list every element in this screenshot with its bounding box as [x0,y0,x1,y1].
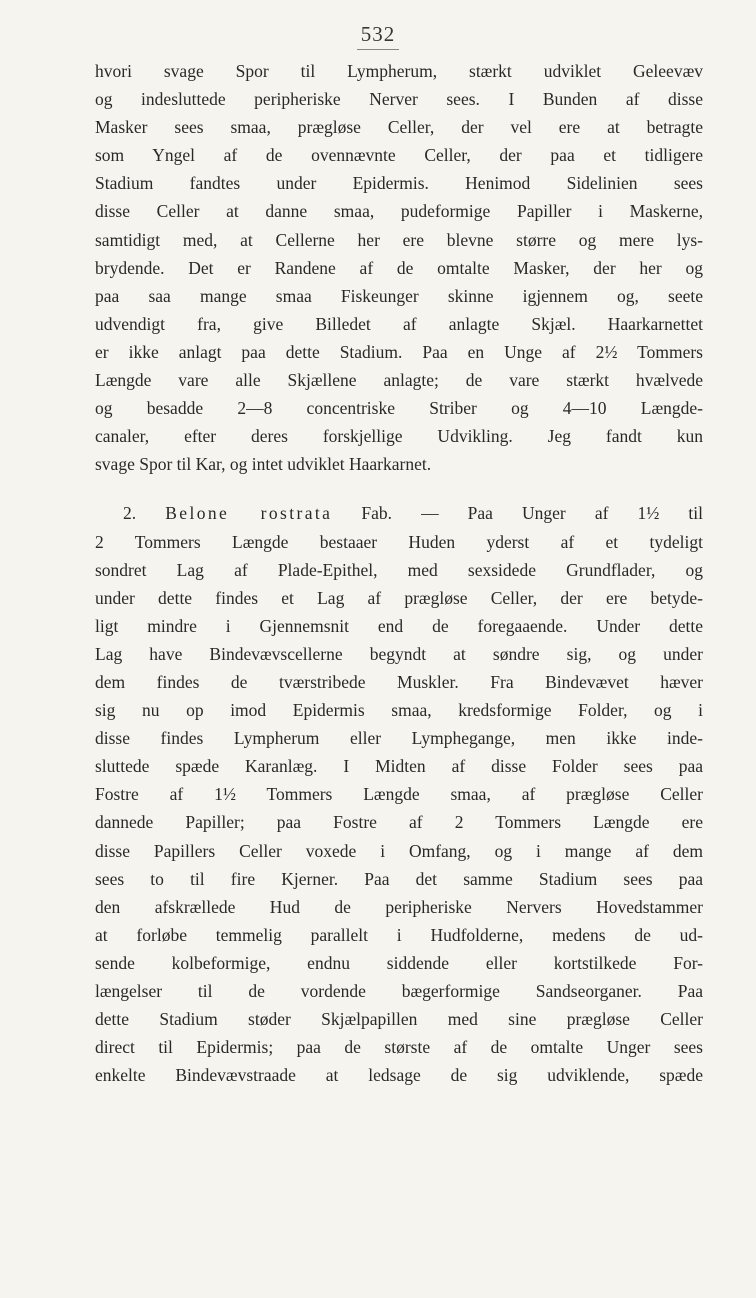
text-line: svage Spor til Kar, og intet udviklet Haarkarnet. [95,454,432,475]
paragraph-gap [95,478,703,499]
text-line: under dette findes et Lag af prægløse Celler, der ere betyde- [95,587,703,608]
text-line: dette Stadium støder Skjælpapillen med sine prægløse Celler [95,1009,703,1030]
text-line: at forløbe temmelig parallelt i Hudfolderne, medens de ud- [95,924,703,945]
text-line: Masker sees smaa, prægløse Celler, der vel ere at betragte [95,117,703,138]
text-line: sees to til fire Kjerner. Paa det samme Stadium sees paa [95,868,703,889]
text-line: brydende. Det er Randene af de omtalte Masker, der her og [95,257,703,278]
text-line: dannede Papiller; paa Fostre af 2 Tommers Længde ere [95,812,703,833]
text-line: er ikke anlagt paa dette Stadium. Paa en Unge af 2½ Tommers [95,341,703,362]
body-text [95,57,703,1089]
text-line: canaler, efter deres forskjellige Udvikling. Jeg fandt kun [95,426,703,447]
text-line: samtidigt med, at Cellerne her ere blevne større og mere lys- [95,229,703,250]
text-line: Fostre af 1½ Tommers Længde smaa, af prægløse Celler [95,784,703,805]
heading-line-text: Fab. — Paa Unger af 1½ til [361,503,704,524]
paragraph-1 [95,57,703,478]
paragraph-2 [95,499,703,1089]
text-line: og indesluttede peripheriske Nerver sees. I Bunden af disse [95,89,703,110]
text-line: 2 Tommers Længde bestaaer Huden yderst af et tydeligt [95,531,703,552]
text-line: enkelte Bindevævstraade at ledsage de sig udviklende, spæde [95,1065,703,1086]
text-line: Længde vare alle Skjællene anlagte; de vare stærkt hvælvede [95,370,703,391]
text-line: Stadium fandtes under Epidermis. Henimod Sidelinien sees [95,173,703,194]
text-line: som Yngel af de ovennævnte Celler, der paa et tidligere [95,145,703,166]
text-line: ligt mindre i Gjennemsnit end de foregaaende. Under dette [95,615,703,636]
text-line: sig nu op imod Epidermis smaa, kredsformige Folder, og i [95,700,703,721]
text-line: sondret Lag af Plade-Epithel, med sexsidede Grundflader, og [95,559,703,580]
text-line: den afskrællede Hud de peripheriske Nervers Hovedstammer [95,896,703,917]
text-line: disse Celler at danne smaa, pudeformige Papiller i Maskerne, [95,201,703,222]
text-line: paa saa mange smaa Fiskeunger skinne igjennem og, seete [95,285,703,306]
section-heading-line [95,499,703,527]
text-line: sluttede spæde Karanlæg. I Midten af disse Folder sees paa [95,756,703,777]
text-line: længelser til de vordende bægerformige Sandseorganer. Paa [95,981,703,1001]
text-line: og besadde 2—8 concentriske Striber og 4—10 Længde- [95,398,703,419]
page-number: 532 [0,22,756,50]
text-line: udvendigt fra, give Billedet af anlagte Skjæl. Haarkarnettet [95,313,703,334]
text-line: hvori svage Spor til Lympherum, stærkt udviklet Geleevæv [95,61,703,81]
text-line: dem findes de tværstribede Muskler. Fra Bindevævet hæver [95,671,703,692]
text-line: disse Papillers Celler voxede i Omfang, og i mange af dem [95,840,703,861]
species-name: Belone rostrata [165,503,333,524]
text-line: disse findes Lympherum eller Lymphegange, men ikke inde- [95,728,703,749]
text-line: sende kolbeformige, endnu siddende eller kortstilkede For- [95,952,703,973]
section-number: 2. [123,503,137,524]
text-line: direct til Epidermis; paa de største af de omtalte Unger sees [95,1037,703,1058]
text-line: Lag have Bindevævscellerne begyndt at søndre sig, og under [95,643,703,664]
